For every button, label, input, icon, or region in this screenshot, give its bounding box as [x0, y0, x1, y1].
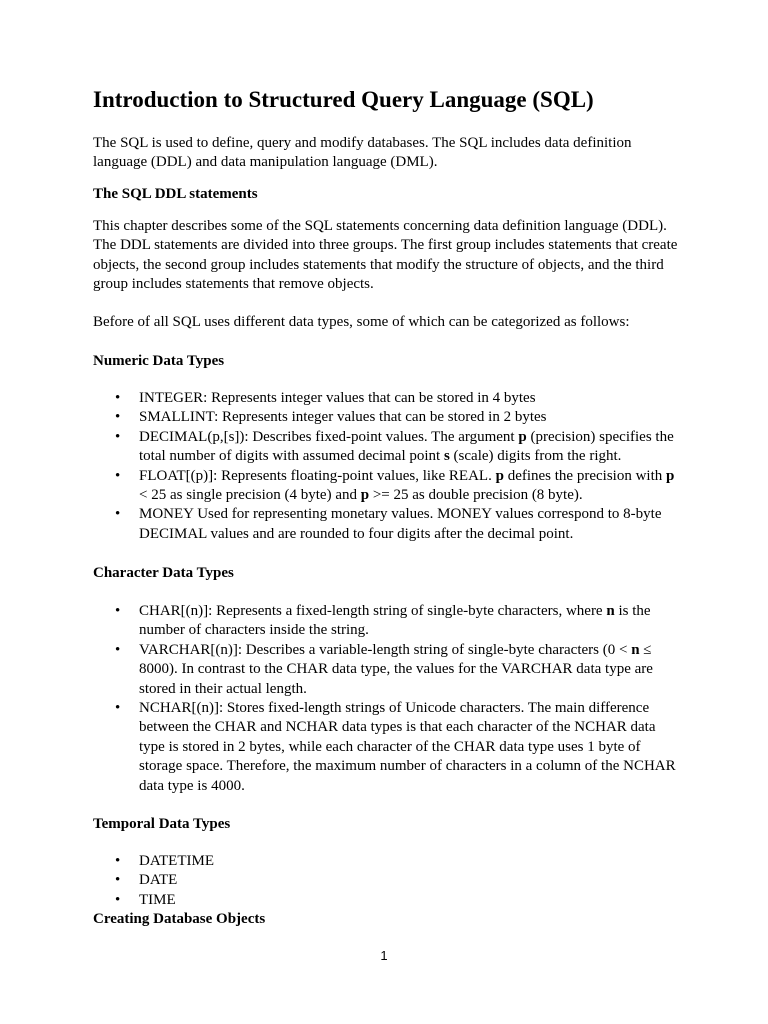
bullet-icon: • [115, 428, 121, 445]
list-item-text: ≤ 8000). In contrast to the CHAR data type, the values for the VARCHAR data type are stored in their actual length. [139, 641, 653, 697]
bullet-icon: • [115, 700, 121, 717]
ddl-heading: The SQL DDL statements [93, 186, 258, 202]
bold-term: n [631, 641, 640, 658]
character-types-list [93, 602, 683, 796]
bold-term: p [360, 487, 370, 504]
numeric-heading: Numeric Data Types [93, 353, 225, 369]
list-item-text: TIME [139, 891, 176, 908]
list-item-text: (scale) digits from the right. [449, 448, 622, 465]
list-item-text: DATETIME [139, 853, 214, 869]
list-item-money [93, 505, 683, 544]
list-item-time [93, 891, 683, 910]
list-item-float [93, 467, 683, 506]
list-item-integer [93, 389, 683, 408]
list-item-text: < 25 as single precision (4 byte) and [139, 487, 361, 504]
bullet-icon: • [115, 872, 121, 889]
bold-term: p [495, 467, 504, 484]
list-item-char [93, 602, 683, 641]
list-item-text: SMALLINT: Represents integer values that can be stored in 2 bytes [139, 409, 547, 426]
list-item-text: VARCHAR[(n)]: Describes a variable-length string of single-byte characters (0 < [139, 641, 632, 658]
objects-heading: Creating Database Objects [93, 911, 266, 927]
list-item-decimal [93, 428, 683, 467]
list-item-text: DATE [139, 872, 178, 889]
list-item-date [93, 871, 683, 890]
numeric-types-list [93, 389, 683, 544]
bullet-icon: • [115, 409, 121, 426]
bold-term: p [518, 428, 527, 445]
list-item-nchar [93, 699, 683, 796]
bullet-icon: • [115, 853, 121, 869]
list-item-text: DECIMAL(p,[s]): Describes fixed-point values. The argument [139, 428, 519, 445]
page-number: 1 [380, 948, 388, 963]
list-item-text: INTEGER: Represents integer values that can be stored in 4 bytes [139, 390, 536, 406]
bold-term: n [606, 603, 615, 619]
list-item-text: FLOAT[(p)]: Represents floating-point values, like REAL. [139, 467, 496, 484]
temporal-heading: Temporal Data Types [93, 816, 231, 832]
bold-term: s [443, 448, 450, 465]
character-heading: Character Data Types [93, 565, 234, 581]
list-item-datetime [93, 852, 683, 871]
intro-paragraph: The SQL is used to define, query and modify databases. The SQL includes data definition language (DDL) and data manipulation language (DML). [93, 135, 632, 171]
page-title: Introduction to Structured Query Language (SQL) [93, 87, 594, 112]
bullet-icon: • [115, 641, 121, 658]
bullet-icon: • [115, 891, 121, 908]
temporal-types-list [93, 852, 683, 910]
bullet-icon: • [115, 390, 121, 406]
list-item-text: MONEY Used for representing monetary values. MONEY values correspond to 8-byte DECIMAL values and are rounded to four digits after the decimal point. [139, 506, 662, 542]
list-item-smallint [93, 408, 683, 427]
list-item-varchar [93, 641, 683, 699]
bold-term: p [666, 467, 675, 484]
bullet-icon: • [115, 467, 121, 484]
ddl-paragraph: This chapter describes some of the SQL statements concerning data definition language (DDL). The DDL statements are divided into three groups. The first group includes statements that create objects, the second group includes statements that modify the structure of objects, and the third group includes statements that remove objects. [93, 218, 678, 293]
bullet-icon: • [115, 506, 121, 523]
list-item-text: defines the precision with [503, 467, 666, 484]
list-item-text: is the number of characters inside the string. [139, 603, 651, 639]
list-item-text: CHAR[(n)]: Represents a fixed-length string of single-byte characters, where [139, 603, 607, 619]
data-types-intro: Before of all SQL uses different data types, some of which can be categorized as follows: [93, 314, 630, 330]
bullet-icon: • [115, 603, 121, 619]
list-item-text: >= 25 as double precision (8 byte). [369, 487, 583, 504]
list-item-text: (precision) specifies the total number of digits with assumed decimal point [139, 428, 674, 465]
list-item-text: NCHAR[(n)]: Stores fixed-length strings of Unicode characters. The main difference between the CHAR and NCHAR data types is that each character of the NCHAR data type is stored in 2 bytes, while each character of the CHAR data type uses 1 byte of storage space. Therefore, the maximum number of characters in a column of the NCHAR data type is 4000. [139, 700, 676, 794]
